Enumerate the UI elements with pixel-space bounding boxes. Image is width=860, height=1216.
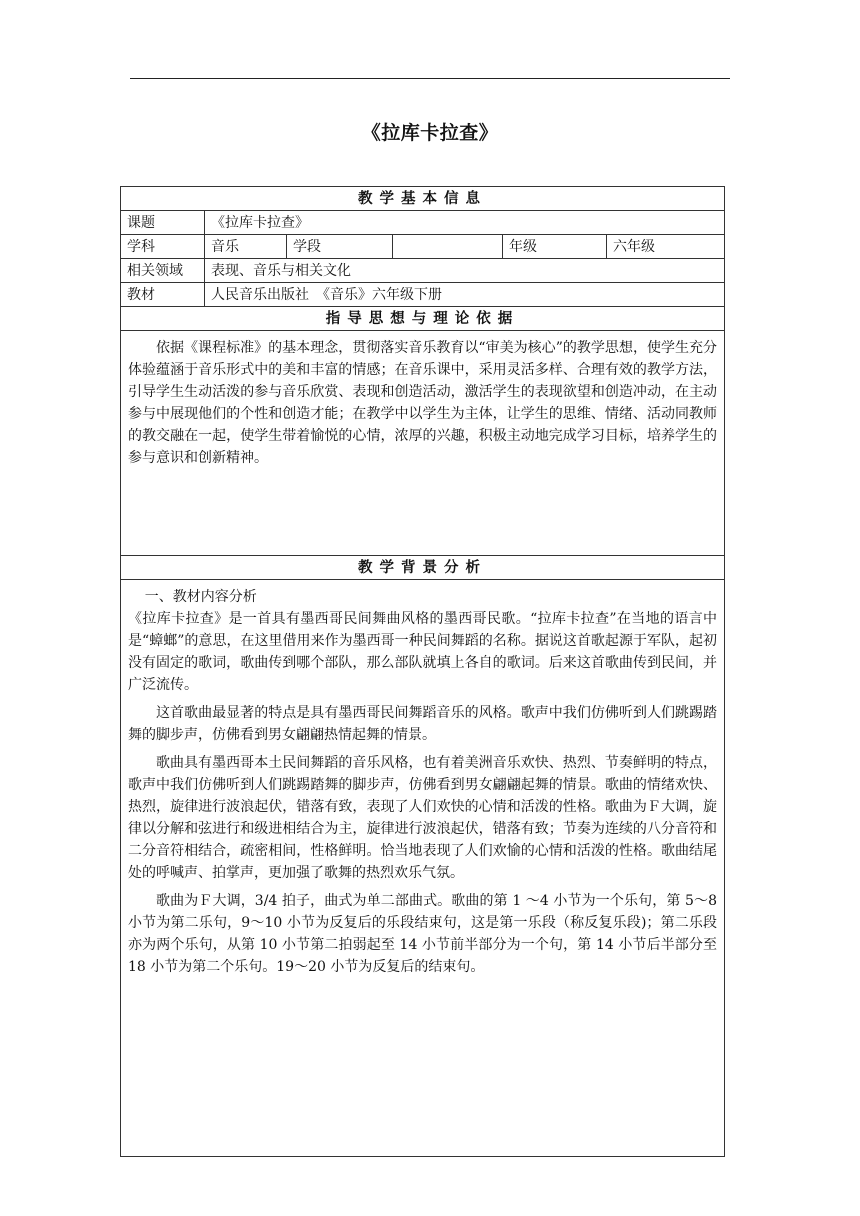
stage-value xyxy=(393,235,503,259)
topic-row xyxy=(121,211,725,235)
grade-value: 六年级 xyxy=(607,235,725,259)
material-row xyxy=(121,283,725,307)
background-paragraph-4: 歌曲为Ｆ大调，3/4 拍子，曲式为单二部曲式。歌曲的第 1 ～4 小节为一个乐句，第 5～8 小节为第二乐句，9～10 小节为反复后的乐段结束句，这是第一乐段（称反复乐段)；第二乐段亦为两个乐句，从第 10 小节第二拍弱起至 14 小节前半部分为一个句，第 14 小节后半部分至 18 小节为第二个乐句。19～20 小节为反复后的结束句。 xyxy=(128,893,718,975)
background-paragraph-2: 这首歌曲最显著的特点是具有墨西哥民间舞蹈音乐的风格。歌声中我们仿佛听到人们跳踢踏舞的脚步声，仿佛看到男女翩翩热情起舞的情景。 xyxy=(128,705,718,743)
guiding-body-row xyxy=(121,331,725,556)
lesson-info-table xyxy=(120,186,725,1157)
section-background-row xyxy=(121,556,725,580)
background-subheading: 一、教材内容分析 xyxy=(144,589,257,605)
grade-label: 年级 xyxy=(503,235,607,259)
section-guiding-row xyxy=(121,307,725,331)
stage-label: 学段 xyxy=(287,235,393,259)
guiding-paragraph: 依据《课程标准》的基本理念，贯彻落实音乐教育以“审美为核心”的教学思想，使学生充分体验蕴涵于音乐形式中的美和丰富的情感；在音乐课中，采用灵活多样、合理有效的教学方法，引导学生生动活泼的参与音乐欣赏、表现和创造活动，激活学生的表现欲望和创造冲动，在主动参与中展现他们的个性和创造才能；在教学中以学生为主体，让学生的思维、情绪、活动同教师的教交融在一起，使学生带着愉悦的心情，浓厚的兴趣，积极主动地完成学习目标，培养学生的参与意识和创新精神。 xyxy=(128,340,718,466)
header-rule xyxy=(130,78,730,79)
topic-value: 《拉库卡拉查》 xyxy=(205,211,725,235)
document-title: 《拉库卡拉查》 xyxy=(361,122,499,144)
guiding-text-cell xyxy=(121,331,725,556)
material-value: 人民音乐出版社 《音乐》六年级下册 xyxy=(205,283,725,307)
section-basic-row xyxy=(121,187,725,211)
material-label: 教材 xyxy=(121,283,205,307)
subject-row xyxy=(121,235,725,259)
background-paragraph-3: 歌曲具有墨西哥本土民间舞蹈的音乐风格，也有着美洲音乐欢快、热烈、节奏鲜明的特点，歌声中我们仿佛听到人们跳踢踏舞的脚步声，仿佛看到男女翩翩起舞的情景。歌曲的情绪欢快、热烈，旋律进行波浪起伏，错落有致，表现了人们欢快的心情和活泼的性格。歌曲为Ｆ大调，旋律以分解和弦进行和级进相结合为主，旋律进行波浪起伏，错落有致；节奏为连续的八分音符和二分音符相结合，疏密相间，性格鲜明。恰当地表现了人们欢愉的心情和活泼的性格。歌曲结尾处的呼喊声、拍掌声，更加强了歌舞的热烈欢乐气氛。 xyxy=(128,755,718,881)
subject-value: 音乐 xyxy=(205,235,287,259)
subject-label: 学科 xyxy=(121,235,205,259)
background-paragraph-1: 《拉库卡拉查》是一首具有墨西哥民间舞曲风格的墨西哥民歌。“拉库卡拉查”在当地的语言中是“蟑螂”的意思，在这里借用来作为墨西哥一种民间舞蹈的名称。据说这首歌起源于军队，起初没有固定的歌词，歌曲传到哪个部队，那么部队就填上各自的歌词。后来这首歌曲传到民间，并广泛流传。 xyxy=(128,611,718,693)
background-text-cell xyxy=(121,580,725,1157)
section-header-guiding: 指导思想与理论依据 xyxy=(121,307,725,331)
section-header-background: 教学背景分析 xyxy=(121,556,725,580)
domain-row xyxy=(121,259,725,283)
section-header-basic: 教学基本信息 xyxy=(121,187,725,211)
background-body-row xyxy=(121,580,725,1157)
domain-value: 表现、音乐与相关文化 xyxy=(205,259,725,283)
topic-label: 课题 xyxy=(121,211,205,235)
domain-label: 相关领域 xyxy=(121,259,205,283)
